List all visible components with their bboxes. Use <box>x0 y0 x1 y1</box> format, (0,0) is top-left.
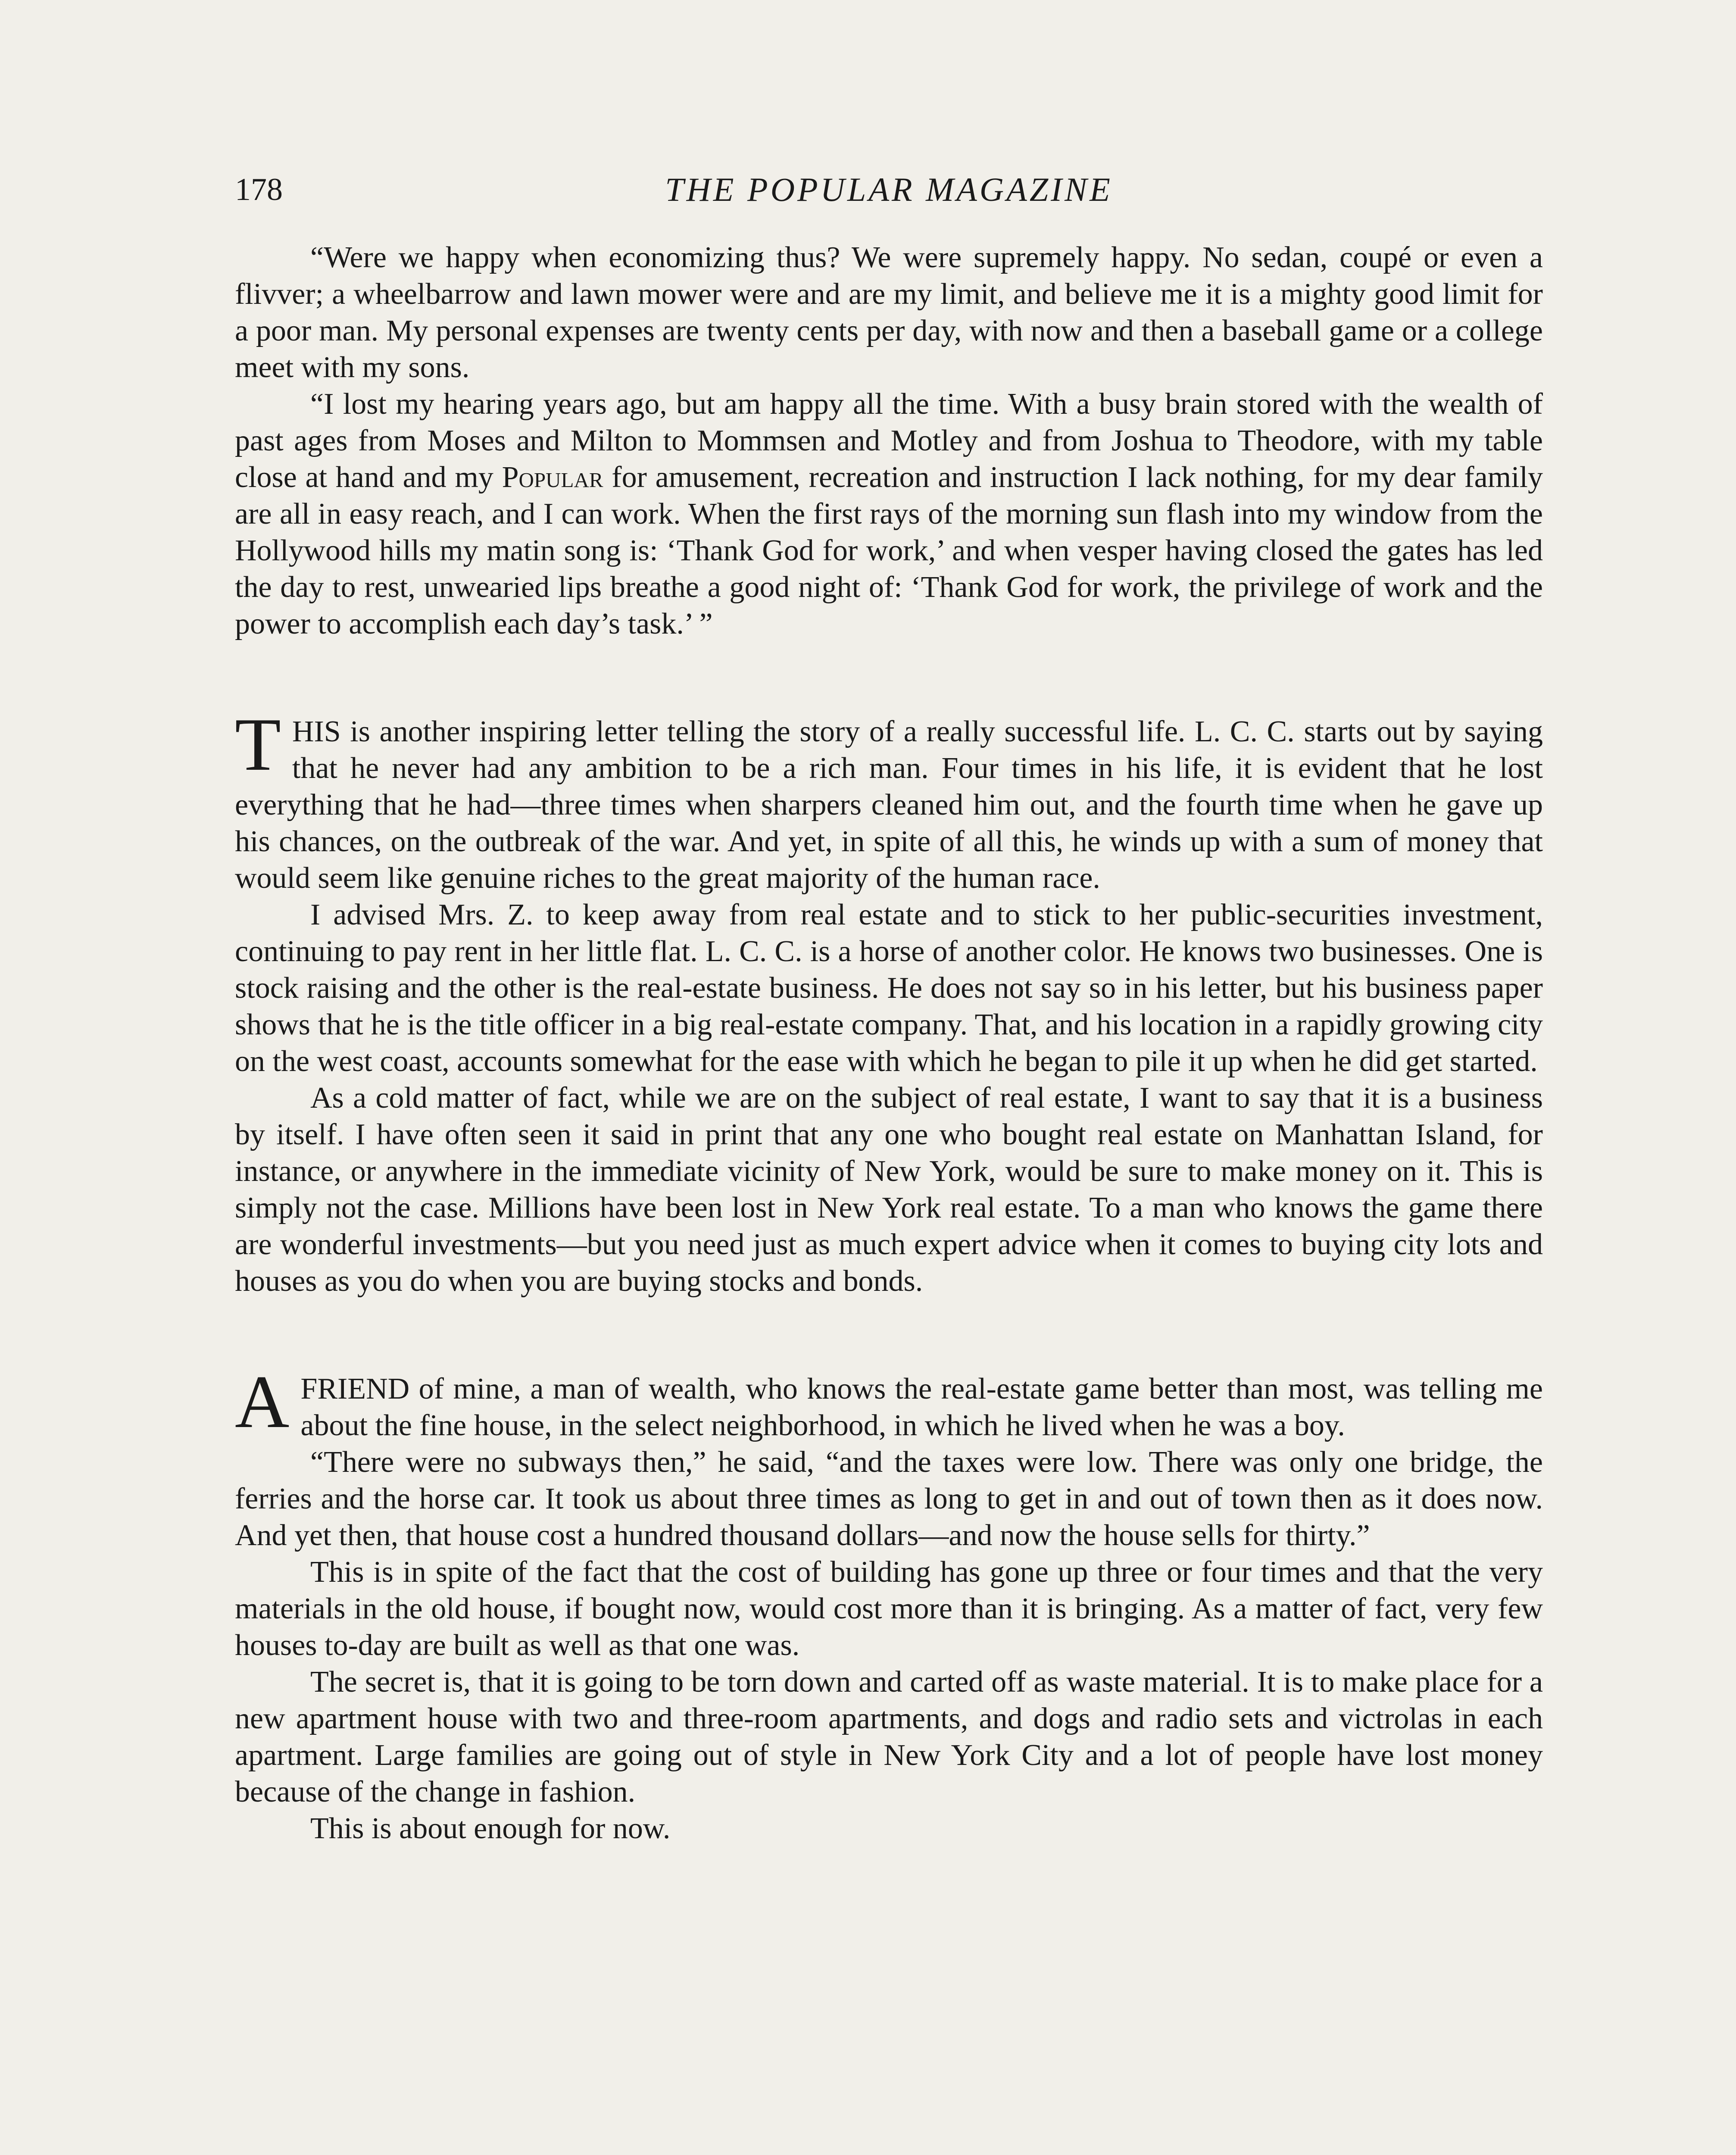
section-2-paragraph-1 <box>235 703 1543 896</box>
section-break <box>235 1299 1543 1371</box>
section-3-paragraph-3: This is in spite of the fact that the cost of building has gone up three or four times and that the very materials in the old house, if bought now, would cost more than it is bringing. As a matter of fact, very few houses to-day are built as well as that one was. <box>235 1555 1543 1662</box>
letter-paragraph-1: “Were we happy when economizing thus? We were supremely happy. No sedan, coupé or even a flivver; a wheelbarrow and lawn mower were and are my limit, and believe me it is a mighty good limit for a poor man. My personal expenses are twenty cents per day, with now and then a baseball game or a college meet with my sons. <box>235 241 1543 384</box>
magazine-title: THE POPULAR MAGAZINE <box>665 171 1113 208</box>
running-head <box>235 166 1543 213</box>
section-2-paragraph-1-text: HIS is another inspiring letter telling the story of a really successful life. L. C. C. starts out by saying that he never had any ambition to be a rich man. Four times in his life, it is evident that he lost everything that he had—three times when sharpers cleaned him out, and the fourth time when he gave up his chances, on the outbreak of the war. And yet, in spite of all this, he winds up with a sum of money that would seem like genuine riches to the great majority of the human race. <box>235 715 1543 895</box>
page-number: 178 <box>235 172 283 207</box>
letter-paragraph-2-text-a: “I lost my hearing years ago, but am happy all the time. With a busy brain stored with the wealth of past ages from Moses and Milton to Mommsen and Motley and from Joshua to Theodore, with my table close at hand and my <box>235 387 1543 494</box>
section-3-paragraph-1-text: FRIEND of mine, a man of wealth, who knows the real-estate game better than most, was telling me about the fine house, in the select neighborhood, in which he lived when he was a boy. <box>300 1372 1543 1442</box>
letter-paragraph-2-text-b: for amusement, recreation and instruction I lack nothing, for my dear family are all in easy reach, and I can work. When the first rays of the morning sun flash into my window from the Hollywood hills my matin song is: ‘Thank God for work,’ and when vesper having closed the gates has led the day to rest, unwearied lips breathe a good night of: ‘Thank God for work, the privilege of work and the power to accomplish each day’s task.’ ” <box>235 461 1543 640</box>
section-3-paragraph-5: This is about enough for now. <box>310 1812 671 1845</box>
section-break <box>235 642 1543 713</box>
section-2-paragraph-3: As a cold matter of fact, while we are on the subject of real estate, I want to say that it is a business by itself. I have often seen it said in print that any one who bought real estate on Manhattan Island, for instance, or anywhere in the immediate vicinity of New York, would be sure to make money on it. This is simply not the case. Millions have been lost in New York real estate. To a man who knows the game there are wonderful investments—but you need just as much expert advice when it comes to buying city lots and houses as you do when you are buying stocks and bonds. <box>235 1081 1543 1298</box>
article-body <box>235 239 1543 1847</box>
drop-cap-a: A <box>235 1360 290 1443</box>
drop-cap-t: T <box>235 703 281 786</box>
section-3-paragraph-4: The secret is, that it is going to be torn down and carted off as waste material. It is to make place for a new apartment house with two and three-room apartments, and dogs and radio sets and victrolas in each apartment. Large families are going out of style in New York City and a lot of people have lost money because of the change in fashion. <box>235 1665 1543 1808</box>
section-3-paragraph-1 <box>235 1360 1543 1444</box>
section-3-paragraph-2: “There were no subways then,” he said, “and the taxes were low. There was only one bridge, the ferries and the horse car. It took us about three times as long to get in and out of town then as it does now. And yet then, that house cost a hundred thousand dollars—and now the house sells for thirty.” <box>235 1446 1543 1552</box>
letter-paragraph-2 <box>235 386 1543 642</box>
section-2-paragraph-2: I advised Mrs. Z. to keep away from real estate and to stick to her public-securities investment, continuing to pay rent in her little flat. L. C. C. is a horse of another color. He knows two businesses. One is stock raising and the other is the real-estate business. He does not say so in his letter, but his business paper shows that he is the title officer in a big real-estate company. That, and his location in a rapidly growing city on the west coast, accounts somewhat for the ease with which he began to pile it up when he did get started. <box>235 898 1543 1078</box>
popular-small-caps: Popular <box>502 461 603 494</box>
